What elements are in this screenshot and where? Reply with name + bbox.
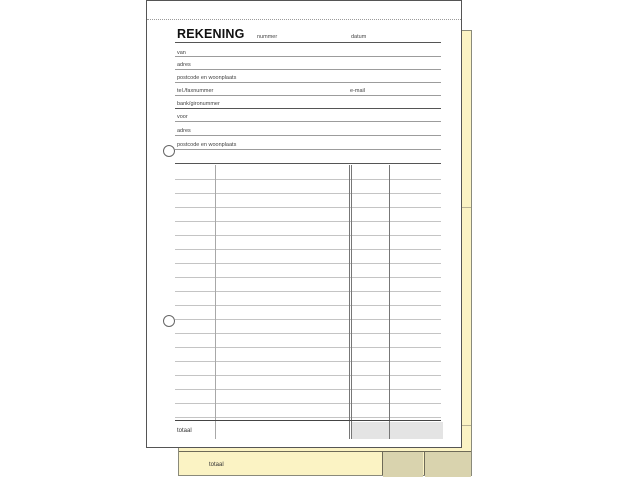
line-items-table	[175, 165, 441, 439]
column-line	[215, 165, 216, 439]
address-label-2: adres	[177, 128, 191, 134]
copy-column-line	[382, 451, 383, 475]
table-top-rule	[175, 163, 441, 164]
field-rule	[175, 149, 441, 150]
field-rule	[175, 95, 441, 96]
copy-total-shade	[383, 452, 423, 477]
postcode-label-2: postcode en woonplaats	[177, 142, 237, 148]
perforation-line	[147, 19, 461, 20]
field-rule	[175, 121, 441, 122]
address-label: adres	[177, 62, 191, 68]
copy-column-line	[424, 451, 425, 475]
punch-hole	[163, 145, 175, 157]
for-label: voor	[177, 114, 188, 120]
invoice-title: REKENING	[177, 27, 245, 41]
date-label: datum	[351, 34, 367, 40]
column-line	[349, 165, 350, 439]
field-rule	[175, 135, 441, 136]
total-row	[175, 420, 441, 439]
field-rule	[175, 69, 441, 70]
invoice-front-sheet	[146, 0, 462, 448]
column-line	[351, 165, 352, 439]
copy-total-shade	[425, 452, 471, 477]
bank-label: bank/gironummer	[177, 101, 220, 107]
postcode-label: postcode en woonplaats	[177, 75, 237, 81]
total-label: totaal	[177, 428, 192, 434]
column-line	[389, 165, 390, 439]
phone-fax-label: tel./faxnummer	[177, 88, 214, 94]
copy-total-label: totaal	[209, 462, 224, 468]
email-label: e-mail	[350, 88, 365, 94]
field-rule	[175, 82, 441, 83]
header-rule	[175, 42, 441, 43]
number-label: nummer	[257, 34, 278, 40]
total-amount-shade	[390, 422, 443, 439]
total-amount-shade	[352, 422, 389, 439]
from-label: van	[177, 50, 186, 56]
field-rule	[175, 56, 441, 57]
section-rule	[175, 108, 441, 109]
punch-hole	[163, 315, 175, 327]
